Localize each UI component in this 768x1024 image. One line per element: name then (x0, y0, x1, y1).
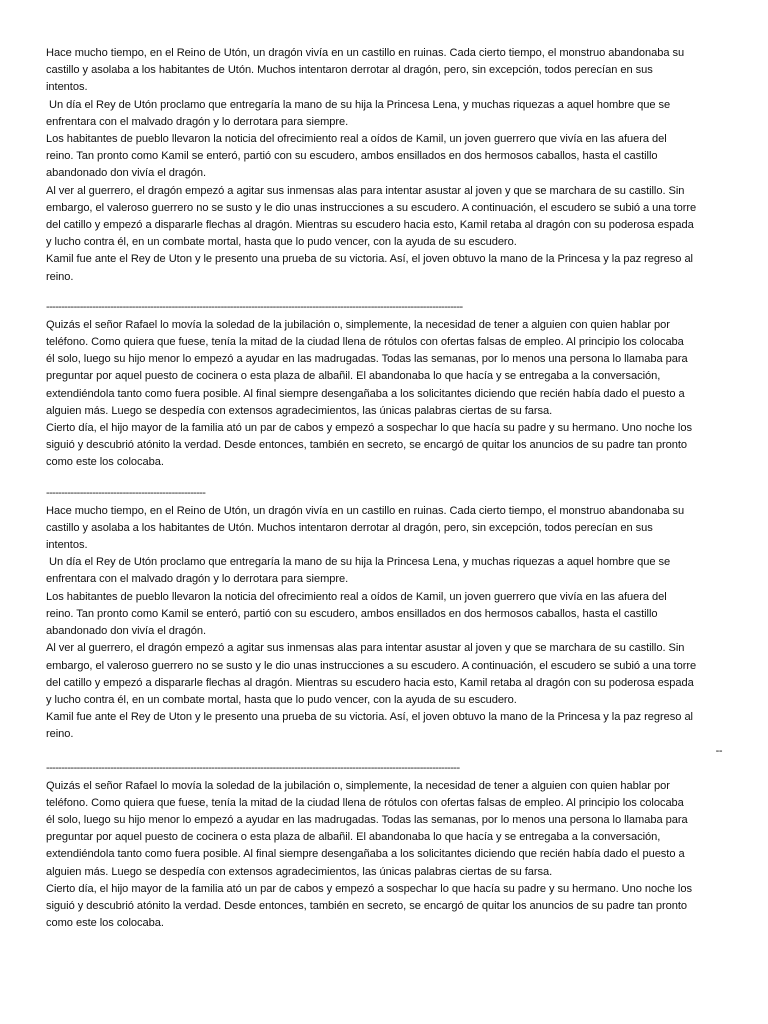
paragraph-line: Un día el Rey de Utón proclamo que entregaría la mano de su hija la Princesa Lena, y muchas riquezas a aquel hombre que se (46, 556, 671, 569)
paragraph-line: Los habitantes de pueblo llevaron la noticia del ofrecimiento real a oídos de Kamil, un joven guerrero que vivía en las afuera del (46, 133, 667, 146)
paragraph-line: del catillo y empezó a dispararle flechas al dragón. Mientras su escudero hacia esto, Kamil retaba al dragón con su poderosa espada (46, 219, 694, 232)
paragraph-line: como este los colocaba. (46, 456, 164, 469)
story-dragon-1 (46, 45, 722, 286)
paragraph-line: teléfono. Como quiera que fuese, tenía la mitad de la ciudad llena de rótulos con ofertas falsas de empleo. Al principio los colocaba (46, 336, 684, 349)
trailing-dash: -- (715, 744, 722, 757)
paragraph-line: embargo, el valeroso guerrero no se susto y le dio unas instrucciones a su escudero. A continuación, el escudero se subió a una torre (46, 659, 697, 672)
paragraph-line: Los habitantes de pueblo llevaron la noticia del ofrecimiento real a oídos de Kamil, un joven guerrero que vivía en las afuera del (46, 590, 667, 603)
paragraph-line: Kamil fue ante el Rey de Uton y le presento una prueba de su victoria. Así, el joven obtuvo la mano de la Princesa y la paz regreso al (46, 253, 693, 266)
paragraph-line: Un día el Rey de Utón proclamo que entregaría la mano de su hija la Princesa Lena, y muchas riquezas a aquel hombre que se (46, 98, 671, 111)
paragraph-line: enfrentara con el malvado dragón y lo derrotara para siempre. (46, 573, 349, 586)
paragraph-line: del catillo y empezó a dispararle flechas al dragón. Mientras su escudero hacia esto, Kamil retaba al dragón con su poderosa espada (46, 676, 694, 689)
paragraph-line: reino. (46, 270, 74, 283)
paragraph-line: embargo, el valeroso guerrero no se susto y le dio unas instrucciones a su escudero. A continuación, el escudero se subió a una torre (46, 201, 697, 214)
paragraph-line: castillo y asolaba a los habitantes de Utón. Muchos intentaron derrotar al dragón, pero, sin excepción, todos perecían en sus (46, 521, 653, 534)
paragraph-line: Al ver al guerrero, el dragón empezó a agitar sus inmensas alas para intentar asustar al joven y que se marchara de su castillo. Sin (46, 642, 685, 655)
paragraph-line: preguntar por aquel puesto de cocinera o esta plaza de albañil. El abandonaba lo que hacía y se entregaba a la conversación, (46, 370, 661, 383)
spacer (46, 472, 722, 486)
paragraph-line: Cierto día, el hijo mayor de la familia ató un par de cabos y empezó a sospechar lo que hacía su padre y su hermano. Uno noche los (46, 422, 692, 435)
paragraph-line: intentos. (46, 539, 88, 552)
paragraph-line: Quizás el señor Rafael lo movía la soledad de la jubilación o, simplemente, la necesidad de tener a alguien con quien hablar por (46, 318, 670, 331)
paragraph-line: Cierto día, el hijo mayor de la familia ató un par de cabos y empezó a sospechar lo que hacía su padre y su hermano. Uno noche los (46, 882, 692, 895)
paragraph-line: y lucho contra él, en un combate mortal, hasta que lo pudo vencer, con la ayuda de su escudero. (46, 236, 517, 249)
paragraph-line: extendiéndola tanto como fuera posible. Al final siempre desengañaba a los solicitantes diciendo que recién había dado el puesto a (46, 387, 685, 400)
story-rafael-2 (46, 778, 722, 933)
dashed-separator: --------------------------------------------------------------------------------------------------------------------------------------- (46, 761, 460, 774)
paragraph-line: Al ver al guerrero, el dragón empezó a agitar sus inmensas alas para intentar asustar al joven y que se marchara de su castillo. Sin (46, 184, 685, 197)
dashed-separator: ---------------------------------------------------------------------------------------------------------------------------------------- (46, 300, 463, 313)
paragraph-line: abandonado don vivía el dragón. (46, 625, 207, 638)
story-dragon-2 (46, 503, 722, 744)
paragraph-line: teléfono. Como quiera que fuese, tenía la mitad de la ciudad llena de rótulos con ofertas falsas de empleo. Al principio los colocaba (46, 796, 684, 809)
paragraph-line: Hace mucho tiempo, en el Reino de Utón, un dragón vivía en un castillo en ruinas. Cada cierto tiempo, el monstruo abandonaba su (46, 47, 685, 59)
paragraph-line: reino. Tan pronto como Kamil se enteró, partió con su escudero, ambos ensillados en dos hermosos caballos, hasta el castillo (46, 150, 658, 163)
paragraph-line: siguió y descubrió atónito la verdad. Desde entonces, también en secreto, se encargó de quitar los anuncios de su padre tan pronto (46, 899, 688, 912)
paragraph-line: alguien más. Luego se despedía con extensos agradecimientos, las únicas palabras ciertas de su farsa. (46, 865, 553, 878)
paragraph-line: extendiéndola tanto como fuera posible. Al final siempre desengañaba a los solicitantes diciendo que recién había dado el puesto a (46, 848, 685, 861)
story-rafael-1 (46, 317, 722, 472)
paragraph-line: Kamil fue ante el Rey de Uton y le presento una prueba de su victoria. Así, el joven obtuvo la mano de la Princesa y la paz regreso al (46, 711, 693, 724)
paragraph-line: abandonado don vivía el dragón. (46, 167, 207, 180)
paragraph-line: él solo, luego su hijo menor lo empezó a ayudar en las madrugadas. Todas las semanas, por lo menos una persona lo llamaba para (46, 353, 688, 366)
paragraph-line: castillo y asolaba a los habitantes de Utón. Muchos intentaron derrotar al dragón, pero, sin excepción, todos perecían en sus (46, 64, 653, 77)
spacer (46, 286, 722, 300)
paragraph-line: Quizás el señor Rafael lo movía la soledad de la jubilación o, simplemente, la necesidad de tener a alguien con quien hablar por (46, 779, 670, 792)
paragraph-line: reino. Tan pronto como Kamil se enteró, partió con su escudero, ambos ensillados en dos hermosos caballos, hasta el castillo (46, 607, 658, 620)
paragraph-line: y lucho contra él, en un combate mortal, hasta que lo pudo vencer, con la ayuda de su escudero. (46, 693, 517, 706)
paragraph-line: preguntar por aquel puesto de cocinera o esta plaza de albañil. El abandonaba lo que hacía y se entregaba a la conversación, (46, 831, 661, 844)
dashed-separator: ---------------------------------------------------- (46, 486, 206, 499)
paragraph-line: como este los colocaba. (46, 917, 164, 930)
paragraph-line: enfrentara con el malvado dragón y lo derrotara para siempre. (46, 115, 349, 128)
paragraph-line: Hace mucho tiempo, en el Reino de Utón, un dragón vivía en un castillo en ruinas. Cada cierto tiempo, el monstruo abandonaba su (46, 504, 685, 517)
paragraph-line: él solo, luego su hijo menor lo empezó a ayudar en las madrugadas. Todas las semanas, por lo menos una persona lo llamaba para (46, 813, 688, 826)
paragraph-line: reino. (46, 728, 74, 741)
paragraph-line: intentos. (46, 81, 88, 94)
paragraph-line: siguió y descubrió atónito la verdad. Desde entonces, también en secreto, se encargó de quitar los anuncios de su padre tan pronto (46, 439, 688, 452)
paragraph-line: alguien más. Luego se despedía con extensos agradecimientos, las únicas palabras ciertas de su farsa. (46, 404, 553, 417)
